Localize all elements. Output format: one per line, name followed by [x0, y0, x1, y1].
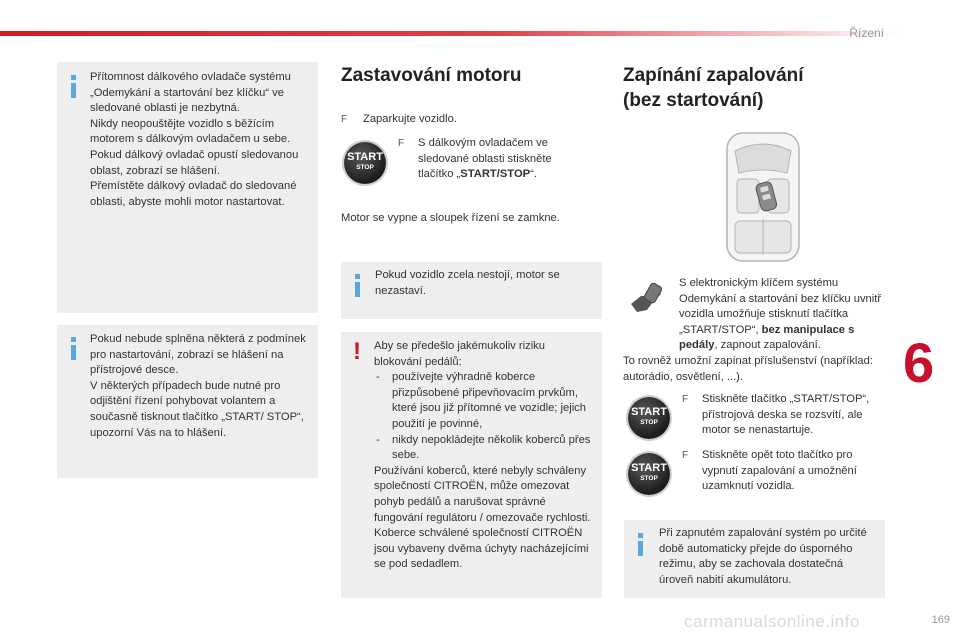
warning-intro: Aby se předešlo jakémukoliv riziku blokování pedálů: — [374, 340, 545, 368]
page-number: 169 — [931, 614, 950, 626]
info-icon — [71, 83, 76, 98]
step-ignition-off — [682, 448, 890, 495]
info-icon-dot — [71, 337, 76, 342]
warning-box-floor-mats — [341, 332, 602, 598]
step-marker: F — [398, 138, 405, 149]
info-icon — [71, 345, 76, 360]
keyless-description: S elektronickým klíčem systému Odemykání a startování bez klíčku uvnitř vozidla umožňuje stisknutí tlačítka „START/STOP“, bez manipulace s pedály, zapnout zapalování. To rovněž umožní zapínat příslušenství (například: autorádio, osvětlení, ...). — [623, 277, 882, 383]
warning-outro: Používání koberců, které nebyly schváleny společností CITROËN, může omezovat pohyb pedálů a narušovat správné fungování regulátoru / omezovače rychlosti. Koberce schválené společností CITROËN jsou vybaveny dvěma úchyty nacházejícími se pod sedadlem. — [374, 464, 591, 571]
section-title-ignition-on: Zapínání zapalování (bez startování) — [623, 65, 804, 111]
section-label: Řízení — [849, 26, 884, 40]
warning-item: - nikdy nepokládejte několik koberců přes sebe. — [374, 433, 594, 464]
info-icon-dot — [355, 274, 360, 279]
info-text: Přemístěte dálkový ovladač do sledované oblasti, abyste mohli motor nastartovat. — [90, 180, 297, 208]
info-text: Pokud dálkový ovladač opustí sledovanou oblast, zobrazí se hlášení. — [90, 148, 299, 177]
start-stop-button-icon: START STOP — [628, 397, 670, 439]
info-box-power-saving — [624, 520, 885, 598]
start-stop-button-icon: START STOP — [344, 142, 386, 184]
info-icon — [638, 541, 643, 556]
info-icon-dot — [71, 75, 76, 80]
info-icon-dot — [638, 533, 643, 538]
info-text: V některých případech bude nutné pro odjištění řízení pohybovat volantem a současně tisknout tlačítko „START/ STOP“, upozorní Vás na to hlášení. — [90, 379, 304, 439]
watermark: carmanualsonline.info — [684, 612, 860, 631]
step-ignition-on — [682, 392, 890, 439]
info-text: Pokud vozidlo zcela nestojí, motor se nezastaví. — [375, 269, 560, 297]
step-park — [341, 112, 591, 128]
step-marker: F — [682, 450, 689, 461]
step-text: Stiskněte tlačítko „START/STOP“, přístrojová deska se rozsvítí, ale motor se nenastartuje. — [702, 393, 870, 437]
warning-icon: ! — [353, 338, 361, 365]
info-box-remote-presence — [57, 62, 318, 313]
warning-item: - používejte výhradně koberce přizpůsobené připevňovacím prvkům, které jsou již přítomné ve vozidle; jejich použití je povinné, — [374, 370, 594, 432]
step-marker: F — [682, 394, 689, 405]
car-top-view-illustration — [713, 127, 813, 267]
info-box-vehicle-moving — [341, 262, 602, 319]
step-text: Stiskněte opět toto tlačítko pro vypnutí zapalování a umožnění uzamknutí vozidla. — [702, 449, 857, 493]
info-text: Nikdy neopouštějte vozidlo s běžícím motorem s dálkovým ovladačem u sebe. — [90, 117, 291, 146]
step-press-start-stop: F S dálkovým ovladačem ve sledované oblasti stiskněte tlačítko „START/STOP“. — [398, 137, 552, 181]
step-marker: F — [341, 114, 348, 125]
section-title-stop-engine: Zastavování motoru — [341, 65, 522, 86]
info-text: Při zapnutém zapalování systém po určité době automaticky přejde do úsporného režimu, aby se zachovala dostatečná úroveň nabití akumulátoru. — [659, 527, 867, 586]
info-text: Přítomnost dálkového ovladače systému „Odemykání a startování bez klíčku“ ve sledované oblasti je nezbytná. — [90, 71, 291, 115]
chapter-number: 6 — [903, 331, 935, 394]
start-stop-button-icon: START STOP — [628, 453, 670, 495]
info-icon — [355, 282, 360, 297]
engine-off-text: Motor se vypne a sloupek řízení se zamkne. — [341, 212, 560, 224]
step-text: Zaparkujte vozidlo. — [363, 113, 457, 125]
info-text: Pokud nebude splněna některá z podmínek pro nastartování, zobrazí se hlášení na přístrojové desce. — [90, 333, 306, 377]
header-red-bar — [0, 30, 900, 38]
info-box-start-conditions — [57, 325, 318, 478]
